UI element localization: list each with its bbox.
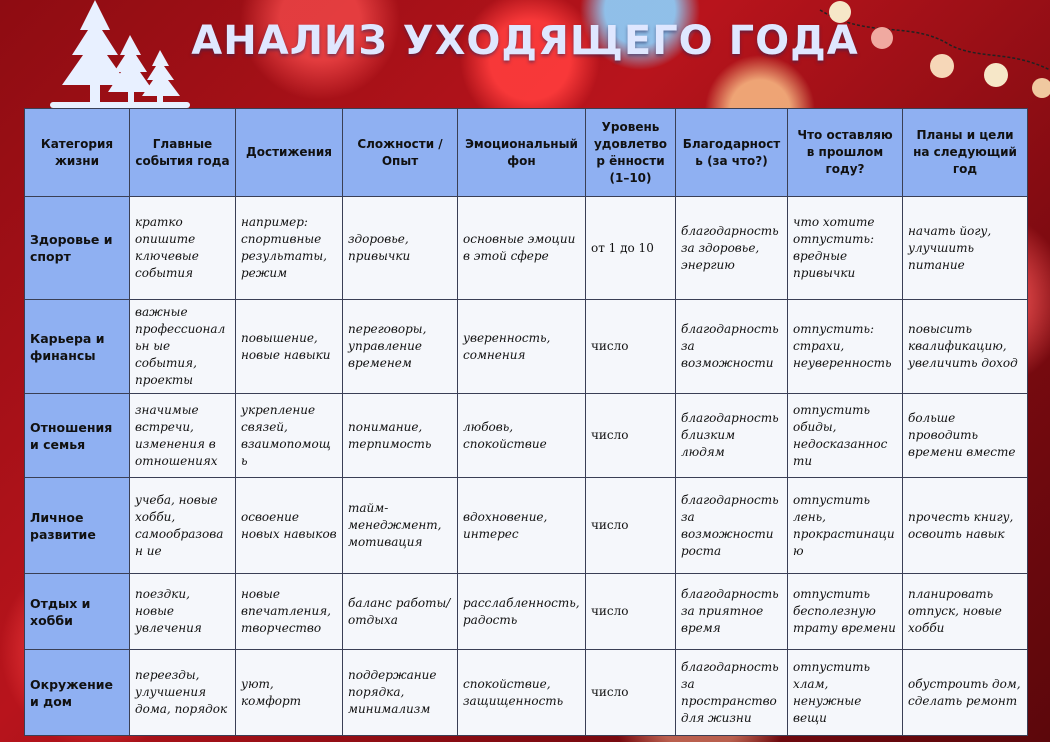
table-cell: важные профессиональн ые события, проекты — [130, 300, 236, 394]
table-cell: отпустить хлам, ненужные вещи — [788, 650, 903, 736]
table-cell: переговоры, управление временем — [343, 300, 458, 394]
table-header-row — [25, 109, 1028, 197]
table-cell: повысить квалификацию, увеличить доход — [903, 300, 1028, 394]
page-title: АНАЛИЗ УХОДЯЩЕГО ГОДА — [191, 18, 859, 64]
table-cell: благодарность за возможности роста — [676, 478, 788, 574]
table-cell: отпустить бесполезную трату времени — [788, 574, 903, 650]
table-cell: учеба, новые хобби, самообразован ие — [130, 478, 236, 574]
table-cell: от 1 до 10 — [586, 197, 676, 300]
table-row — [25, 300, 1028, 394]
table-cell: число — [586, 300, 676, 394]
table-cell: освоение новых навыков — [236, 478, 343, 574]
table-cell: расслабленность, радость — [458, 574, 586, 650]
table-cell: поддержание порядка, минимализм — [343, 650, 458, 736]
table-cell: что хотите отпустить: вредные привычки — [788, 197, 903, 300]
table-cell: любовь, спокойствие — [458, 394, 586, 478]
row-category: Окружение и дом — [25, 650, 130, 736]
table-cell: число — [586, 574, 676, 650]
table-cell: тайм-менеджмент, мотивация — [343, 478, 458, 574]
table-cell: благодарность близким людям — [676, 394, 788, 478]
table-cell: понимание, терпимость — [343, 394, 458, 478]
table-cell: обустроить дом, сделать ремонт — [903, 650, 1028, 736]
table-cell: значимые встречи, изменения в отношениях — [130, 394, 236, 478]
table-cell: благодарность за здоровье, энергию — [676, 197, 788, 300]
row-category: Карьера и финансы — [25, 300, 130, 394]
table-cell: кратко опишите ключевые события — [130, 197, 236, 300]
table-cell: благодарность за приятное время — [676, 574, 788, 650]
table-cell: отпустить: страхи, неуверенность — [788, 300, 903, 394]
table-cell: число — [586, 394, 676, 478]
table-cell: отпустить лень, прокрастинацию — [788, 478, 903, 574]
row-category: Отношения и семья — [25, 394, 130, 478]
table-cell: основные эмоции в этой сфере — [458, 197, 586, 300]
table-cell: баланс работы/отдыха — [343, 574, 458, 650]
header-emotions: Эмоциональный фон — [458, 109, 586, 197]
header-gratitude: Благодарность (за что?) — [676, 109, 788, 197]
table-cell: поездки, новые увлечения — [130, 574, 236, 650]
table-cell: благодарность за пространство для жизни — [676, 650, 788, 736]
table-cell: переезды, улучшения дома, порядок — [130, 650, 236, 736]
table-cell: число — [586, 478, 676, 574]
table-cell: начать йогу, улучшить питание — [903, 197, 1028, 300]
year-analysis-table — [24, 108, 1028, 736]
table-row — [25, 394, 1028, 478]
header-difficulties: Сложности / Опыт — [343, 109, 458, 197]
table-cell: повышение, новые навыки — [236, 300, 343, 394]
table-row — [25, 650, 1028, 736]
table-cell: уверенность, сомнения — [458, 300, 586, 394]
table-row — [25, 574, 1028, 650]
table-cell: прочесть книгу, освоить навык — [903, 478, 1028, 574]
row-category: Здоровье и спорт — [25, 197, 130, 300]
table-cell: новые впечатления, творчество — [236, 574, 343, 650]
table-cell: благодарность за возможности — [676, 300, 788, 394]
table-cell: здоровье, привычки — [343, 197, 458, 300]
header-achievements: Достижения — [236, 109, 343, 197]
table-cell: спокойствие, защищенность — [458, 650, 586, 736]
table-cell: например: спортивные результаты, режим — [236, 197, 343, 300]
table-cell: уют, комфорт — [236, 650, 343, 736]
header-leave-behind: Что оставляю в прошлом году? — [788, 109, 903, 197]
header-plans: Планы и цели на следующий год — [903, 109, 1028, 197]
table-cell: число — [586, 650, 676, 736]
table-cell: планировать отпуск, новые хобби — [903, 574, 1028, 650]
row-category: Отдых и хобби — [25, 574, 130, 650]
table-row — [25, 478, 1028, 574]
header-satisfaction: Уровень удовлетвор ённости (1–10) — [586, 109, 676, 197]
header-category: Категория жизни — [25, 109, 130, 197]
table-row — [25, 197, 1028, 300]
table-cell: отпустить обиды, недосказанности — [788, 394, 903, 478]
table-cell: укрепление связей, взаимопомощь — [236, 394, 343, 478]
header-events: Главные события года — [130, 109, 236, 197]
row-category: Личное развитие — [25, 478, 130, 574]
table-cell: вдохновение, интерес — [458, 478, 586, 574]
table-cell: больше проводить времени вместе — [903, 394, 1028, 478]
